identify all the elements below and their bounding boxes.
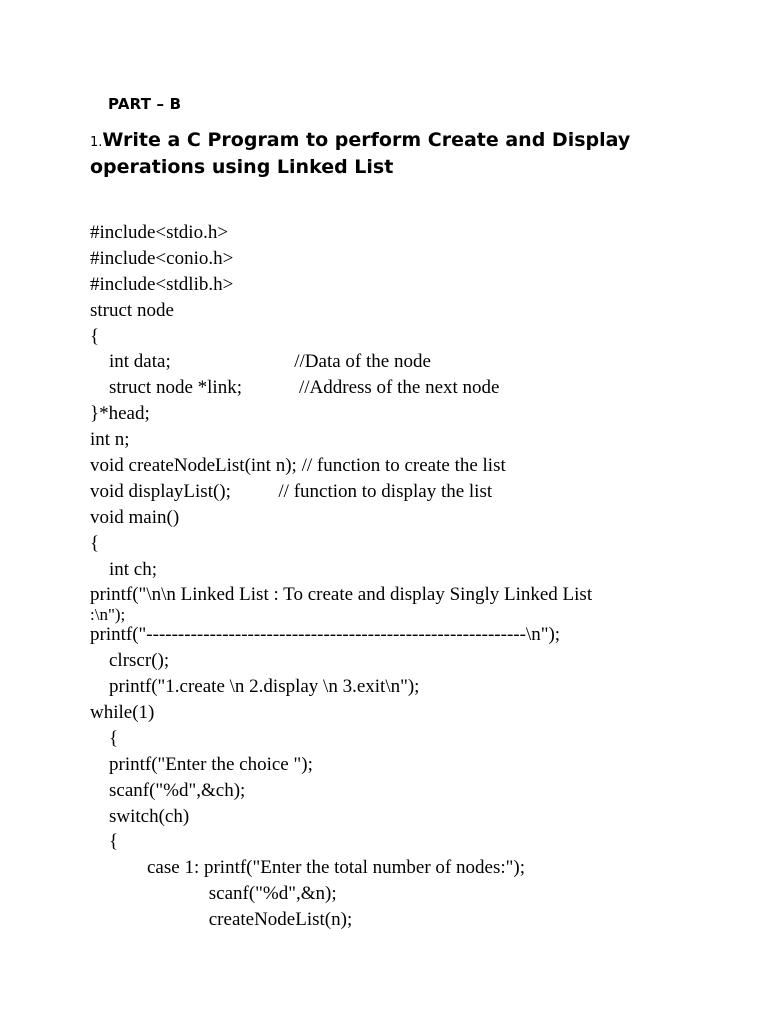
code-line: struct node bbox=[90, 299, 174, 321]
question-title bbox=[90, 128, 690, 180]
code-line: #include<stdlib.h> bbox=[90, 273, 234, 295]
code-line: printf("Enter the choice "); bbox=[90, 753, 313, 775]
code-line: createNodeList(n); bbox=[90, 909, 353, 931]
code-line: { bbox=[90, 532, 100, 554]
code-line: void createNodeList(int n); // function to create the list bbox=[90, 455, 506, 477]
code-line: clrscr(); bbox=[90, 650, 170, 672]
code-line: struct node *link; //Address of the next node bbox=[90, 377, 500, 399]
code-line: switch(ch) bbox=[90, 805, 190, 827]
code-line: int data; //Data of the node bbox=[90, 351, 431, 373]
code-line: printf("1.create \n 2.display \n 3.exit\n"); bbox=[90, 676, 420, 698]
code-line: #include<conio.h> bbox=[90, 247, 234, 269]
code-line: { bbox=[90, 727, 119, 749]
code-line: printf("------------------------------------------------------------\n"); bbox=[90, 624, 561, 646]
section-heading: PART – B bbox=[108, 95, 182, 113]
code-line: printf("\n\n Linked List : To create and display Singly Linked List bbox=[90, 584, 593, 606]
question-text: Write a C Program to perform Create and Display operations using Linked List bbox=[90, 129, 631, 178]
question-number: 1. bbox=[90, 135, 103, 150]
code-line: scanf("%d",&n); bbox=[90, 883, 337, 905]
code-listing bbox=[90, 220, 710, 933]
code-line: { bbox=[90, 325, 100, 347]
code-line: void main() bbox=[90, 506, 180, 528]
code-line: void displayList(); // function to display the list bbox=[90, 480, 493, 502]
code-line: { bbox=[90, 831, 119, 853]
code-line: #include<stdio.h> bbox=[90, 222, 229, 243]
code-line: while(1) bbox=[90, 702, 155, 724]
code-line: scanf("%d",&ch); bbox=[90, 779, 246, 801]
code-line: }*head; bbox=[90, 403, 150, 425]
code-line: int n; bbox=[90, 429, 130, 451]
code-line: case 1: printf("Enter the total number of nodes:"); bbox=[90, 857, 525, 879]
code-line: int ch; bbox=[90, 558, 158, 580]
code-line: :\n"); bbox=[90, 605, 126, 625]
